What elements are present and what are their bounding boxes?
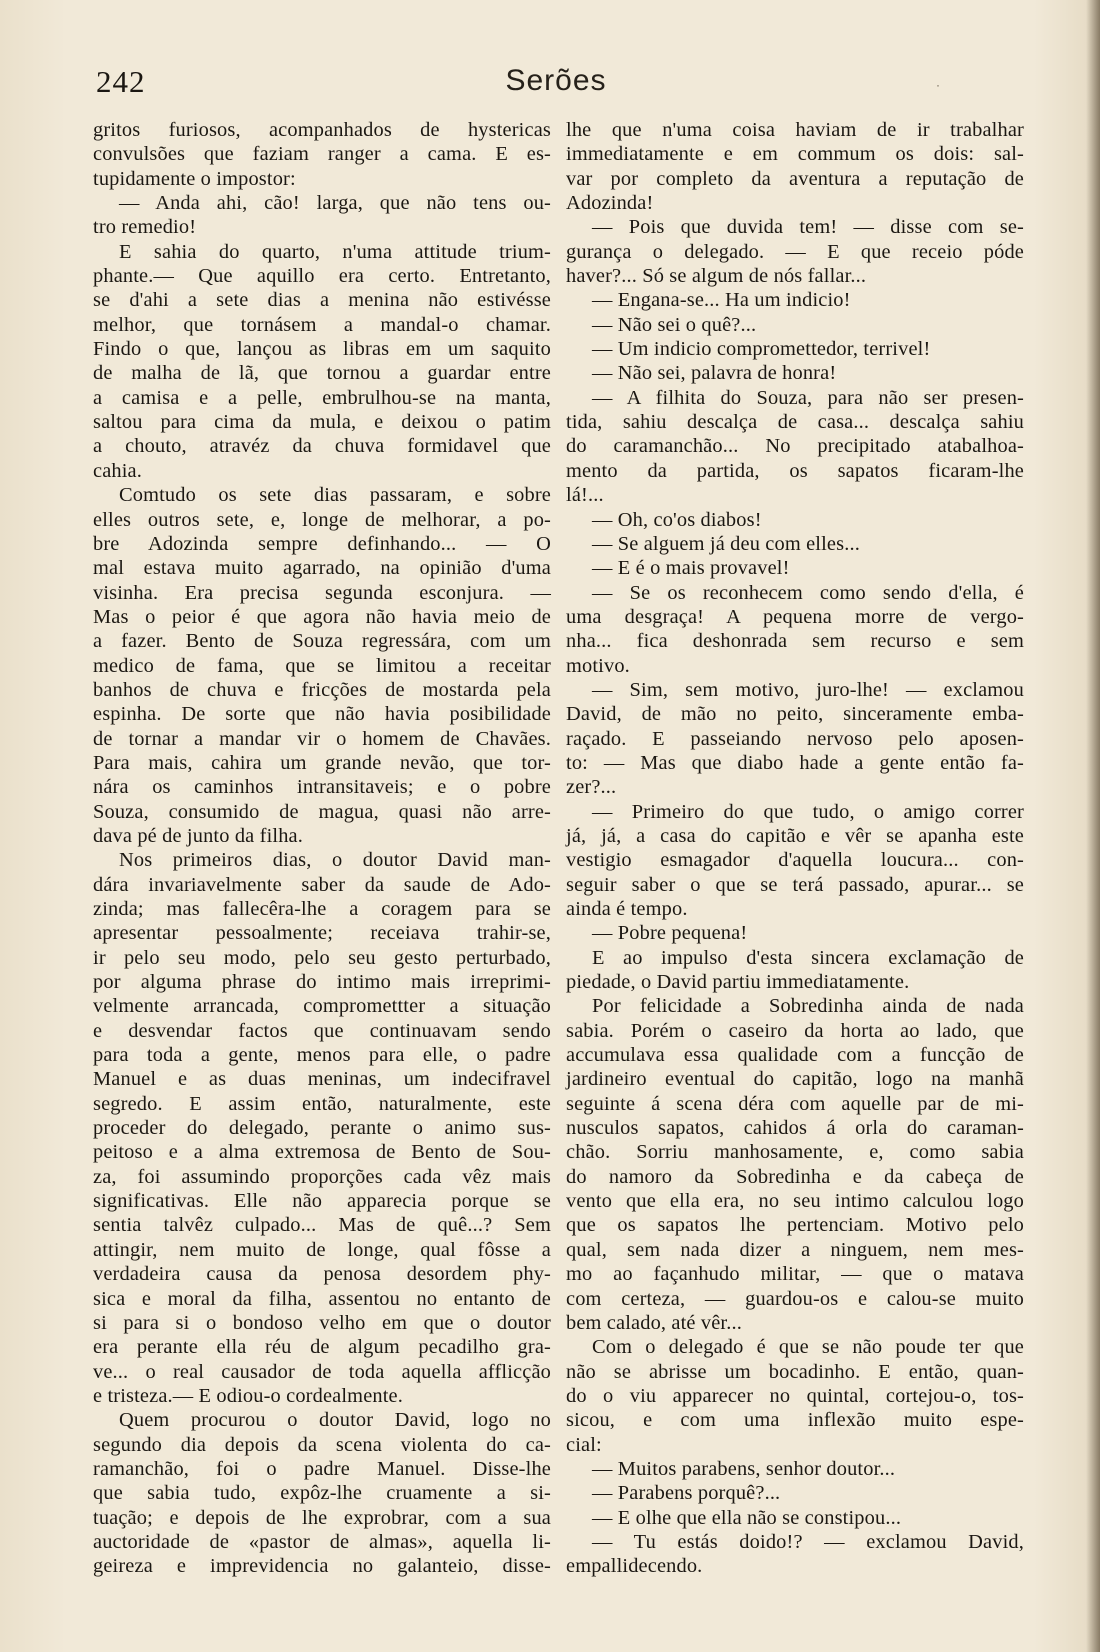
- text-line: do caramanchão... No precipitado atabalhoa-: [566, 435, 1024, 458]
- text-line: a fazer. Bento de Souza regressára, com um: [93, 630, 551, 653]
- text-line: a chouto, atravéz da chuva formidavel que: [93, 435, 551, 458]
- text-line: zer?...: [566, 776, 617, 799]
- text-line: proceder do delegado, perante o animo sus-: [93, 1117, 551, 1140]
- text-line: do o viu apparecer no quintal, cortejou-o, tos-: [566, 1384, 1024, 1407]
- running-title: Serões: [505, 64, 607, 97]
- text-line: Nos primeiros dias, o doutor David man-: [119, 849, 551, 872]
- text-line: to: — Mas que diabo hade a gente então fa-: [566, 751, 1024, 774]
- text-line: — Sim, sem motivo, juro-lhe! — exclamou: [592, 678, 1024, 701]
- text-line: — Parabens porquê?...: [592, 1482, 781, 1505]
- stray-mark: ·: [936, 78, 940, 92]
- text-line: attingir, nem muito de longe, qual fôsse a: [93, 1238, 551, 1261]
- text-line: mento da partida, os sapatos ficaram-lhe: [566, 459, 1024, 482]
- text-line: dava pé de junto da filha.: [93, 824, 303, 847]
- text-line: vestigio esmagador d'aquella loucura... con-: [566, 849, 1024, 872]
- right-column: [566, 118, 1024, 1579]
- text-line: ainda é tempo.: [566, 898, 688, 920]
- text-line: zinda; mas fallecêra-lhe a coragem para se: [93, 898, 551, 920]
- text-line: não se abrisse um bocadinho. E então, quan-: [566, 1360, 1024, 1383]
- text-line: seguir saber o que se terá passado, apurar... se: [566, 873, 1024, 896]
- text-line: bem calado, até vêr...: [566, 1311, 742, 1334]
- text-line: com certeza, — guardou-os e calou-se muito: [566, 1287, 1024, 1310]
- text-line: accumulava essa qualidade com a funcção de: [566, 1044, 1024, 1067]
- text-line: Quem procurou o doutor David, logo no: [119, 1409, 551, 1432]
- text-line: nusculos sapatos, cahidos á orla do caraman-: [566, 1117, 1024, 1140]
- text-line: tupidamente o impostor:: [93, 167, 296, 190]
- text-line: David, de mão no peito, sinceramente emba-: [566, 703, 1024, 726]
- text-line: lá!...: [566, 484, 604, 507]
- text-line: E sahia do quarto, n'uma attitude trium-: [119, 240, 551, 263]
- text-line: Por felicidade a Sobredinha ainda de nada: [592, 995, 1024, 1018]
- text-line: apresentar pessoalmente; receiava trahir-se,: [93, 922, 551, 945]
- text-line: — Pobre pequena!: [592, 922, 748, 945]
- text-line: — E é o mais provavel!: [592, 557, 790, 580]
- text-line: de tornar a mandar vir o homem de Chavães.: [93, 727, 551, 750]
- text-line: significativas. Elle não apparecia porque se: [93, 1190, 551, 1213]
- text-line: verdadeira causa da penosa desordem phy-: [93, 1263, 551, 1286]
- text-line: Souza, consumido de magua, quasi não arre-: [93, 800, 551, 823]
- text-line: seguinte á scena déra com aquelle par de mi-: [566, 1092, 1024, 1115]
- text-line: — A filhita do Souza, para não ser presen-: [592, 386, 1024, 409]
- text-line: geireza e imprevidencia no galanteio, disse-: [93, 1555, 551, 1578]
- text-line: a camisa e a pelle, embrulhou-se na manta,: [93, 386, 551, 409]
- text-line: que os sapatos lhe pertenciam. Motivo pelo: [566, 1214, 1024, 1237]
- text-line: immediatamente e em commum os dois: sal-: [566, 143, 1024, 166]
- text-line: sica e moral da filha, assentou no entanto de: [93, 1287, 551, 1310]
- text-line: tuação; e depois de lhe exprobrar, com a sua: [93, 1506, 551, 1529]
- text-line: Para mais, cahira um grande nevão, que tor-: [93, 751, 551, 774]
- text-line: — Não sei, palavra de honra!: [592, 362, 837, 385]
- text-line: ve... o real causador de toda aquella afflicção: [93, 1360, 551, 1383]
- text-line: convulsões que faziam ranger a cama. E es-: [93, 143, 551, 166]
- text-line: já, já, a casa do capitão e vêr se apanha este: [566, 824, 1024, 847]
- text-line: var por completo da aventura a reputação de: [566, 167, 1024, 190]
- text-line: empallidecendo.: [566, 1555, 703, 1578]
- text-line: visinha. Era precisa segunda esconjura. —: [93, 581, 551, 604]
- text-line: — E olhe que ella não se constipou...: [592, 1506, 902, 1529]
- page-header: [96, 64, 1016, 108]
- text-line: mal estava muito agarrado, na opinião d'uma: [93, 557, 551, 580]
- text-line: — Não sei o quê?...: [592, 313, 757, 336]
- text-line: nha... fica deshonrada sem recurso e sem: [566, 630, 1024, 653]
- text-line: Comtudo os sete dias passaram, e sobre: [119, 484, 551, 507]
- text-line: medico de fama, que se limitou a receitar: [93, 654, 551, 677]
- text-line: nára os caminhos intransitaveis; e o pobre: [93, 776, 551, 799]
- text-line: — Oh, co'os diabos!: [592, 508, 762, 531]
- text-line: cial:: [566, 1433, 602, 1456]
- text-line: — Primeiro do que tudo, o amigo correr: [592, 800, 1024, 823]
- text-line: que sabia tudo, expôz-lhe cruamente a si-: [93, 1482, 551, 1505]
- text-line: espinha. De sorte que não havia posibilidade: [93, 703, 551, 726]
- text-line: ramanchão, foi o padre Manuel. Disse-lhe: [93, 1457, 551, 1480]
- text-line: motivo.: [566, 654, 630, 677]
- page-edge-shadow: [1086, 0, 1100, 1652]
- text-line: lhe que n'uma coisa haviam de ir trabalhar: [566, 119, 1024, 141]
- text-line: E ao impulso d'esta sincera exclamação de: [592, 946, 1024, 969]
- text-line: Adozinda!: [566, 192, 654, 215]
- text-line: peitoso e a alma extremosa de Bento de Sou-: [93, 1141, 551, 1164]
- text-line: banhos de chuva e fricções de mostarda pela: [93, 678, 551, 701]
- text-line: si para si o bondoso velho em que o doutor: [93, 1311, 551, 1334]
- text-line: Com o delegado é que se não poude ter que: [592, 1336, 1024, 1359]
- text-line: elles outros sete, e, longe de melhorar, a po-: [93, 508, 551, 531]
- text-line: bre Adozinda sempre definhando... — O: [93, 532, 551, 555]
- text-line: melhor, que tornásem a mandal-o chamar.: [93, 313, 551, 336]
- text-line: — Tu estás doido!? — exclamou David,: [592, 1530, 1024, 1553]
- text-line: Findo o que, lançou as libras em um saquito: [93, 338, 551, 361]
- text-line: gritos furiosos, acompanhados de hystericas: [93, 119, 551, 141]
- text-line: se d'ahi a sete dias a menina não estivésse: [93, 289, 551, 312]
- text-line: segundo dia depois da scena violenta do ca-: [93, 1433, 551, 1456]
- text-line: phante.— Que aquillo era certo. Entretanto,: [93, 265, 551, 288]
- text-line: segredo. E assim então, naturalmente, este: [93, 1092, 551, 1115]
- text-line: dára invariavelmente saber da saude de Ado-: [93, 873, 551, 896]
- page-number: 242: [96, 64, 146, 99]
- text-line: e tristeza.— E odiou-o cordealmente.: [93, 1384, 404, 1407]
- text-line: — Engana-se... Ha um indicio!: [592, 289, 851, 312]
- text-line: piedade, o David partiu immediatamente.: [566, 971, 910, 994]
- text-line: Manuel e as duas meninas, um indecifravel: [93, 1068, 551, 1091]
- text-line: de malha de lã, que tornou a guardar entre: [93, 362, 551, 385]
- text-line: — Anda ahi, cão! larga, que não tens ou-: [119, 192, 551, 215]
- text-line: sabia. Porém o caseiro da horta ao lado, que: [566, 1019, 1024, 1042]
- text-line: raçado. E passeiando nervoso pelo aposen-: [566, 727, 1024, 750]
- text-line: mo ao façanhudo militar, — que o matava: [566, 1263, 1024, 1286]
- text-line: por alguma phrase do intimo mais irreprimi-: [93, 971, 551, 994]
- text-line: — Se alguem já deu com elles...: [592, 532, 860, 555]
- text-line: qual, sem nada dizer a ninguem, nem mes-: [566, 1238, 1024, 1261]
- text-line: auctoridade de «pastor de almas», aquella li-: [93, 1530, 551, 1553]
- text-line: Mas o peior é que agora não havia meio de: [93, 605, 551, 628]
- text-line: ir pelo seu modo, pelo seu gesto perturbado,: [93, 946, 551, 969]
- text-line: — Um indicio compromettedor, terrivel!: [592, 338, 931, 361]
- text-line: za, foi assumindo proporções cada vêz mais: [93, 1165, 551, 1188]
- text-line: para toda a gente, menos para elle, o padre: [93, 1044, 551, 1067]
- text-line: sicou, e com uma inflexão muito espe-: [566, 1409, 1024, 1432]
- text-line: haver?... Só se algum de nós fallar...: [566, 265, 867, 288]
- text-line: — Pois que duvida tem! — disse com se-: [592, 216, 1024, 239]
- text-line: tro remedio!: [93, 216, 197, 239]
- text-line: uma desgraça! A pequena morre de vergo-: [566, 605, 1024, 628]
- text-line: vento que ella era, no seu intimo calculou logo: [566, 1190, 1024, 1213]
- text-line: gurança o delegado. — E que receio póde: [566, 240, 1024, 263]
- text-line: e desvendar factos que continuavam sendo: [93, 1019, 551, 1042]
- left-column: [93, 118, 551, 1579]
- text-line: — Muitos parabens, senhor doutor...: [592, 1457, 896, 1480]
- text-line: saltou para cima da mula, e deixou o patim: [93, 411, 551, 434]
- text-line: cahia.: [93, 459, 143, 482]
- text-line: era perante ella réu de algum pecadilho gra-: [93, 1336, 551, 1359]
- text-line: chão. Sorriu manhosamente, e, como sabia: [566, 1141, 1024, 1164]
- text-line: jardineiro eventual do capitão, logo na manhã: [566, 1068, 1024, 1091]
- text-line: tida, sahiu descalça de casa... descalça sahiu: [566, 411, 1024, 434]
- text-line: — Se os reconhecem como sendo d'ella, é: [592, 581, 1024, 604]
- text-line: velmente arrancada, compromettter a situação: [93, 995, 551, 1018]
- text-line: do namoro da Sobredinha e da cabeça de: [566, 1165, 1024, 1188]
- text-line: sentia talvêz culpado... Mas de quê...? Sem: [93, 1214, 551, 1237]
